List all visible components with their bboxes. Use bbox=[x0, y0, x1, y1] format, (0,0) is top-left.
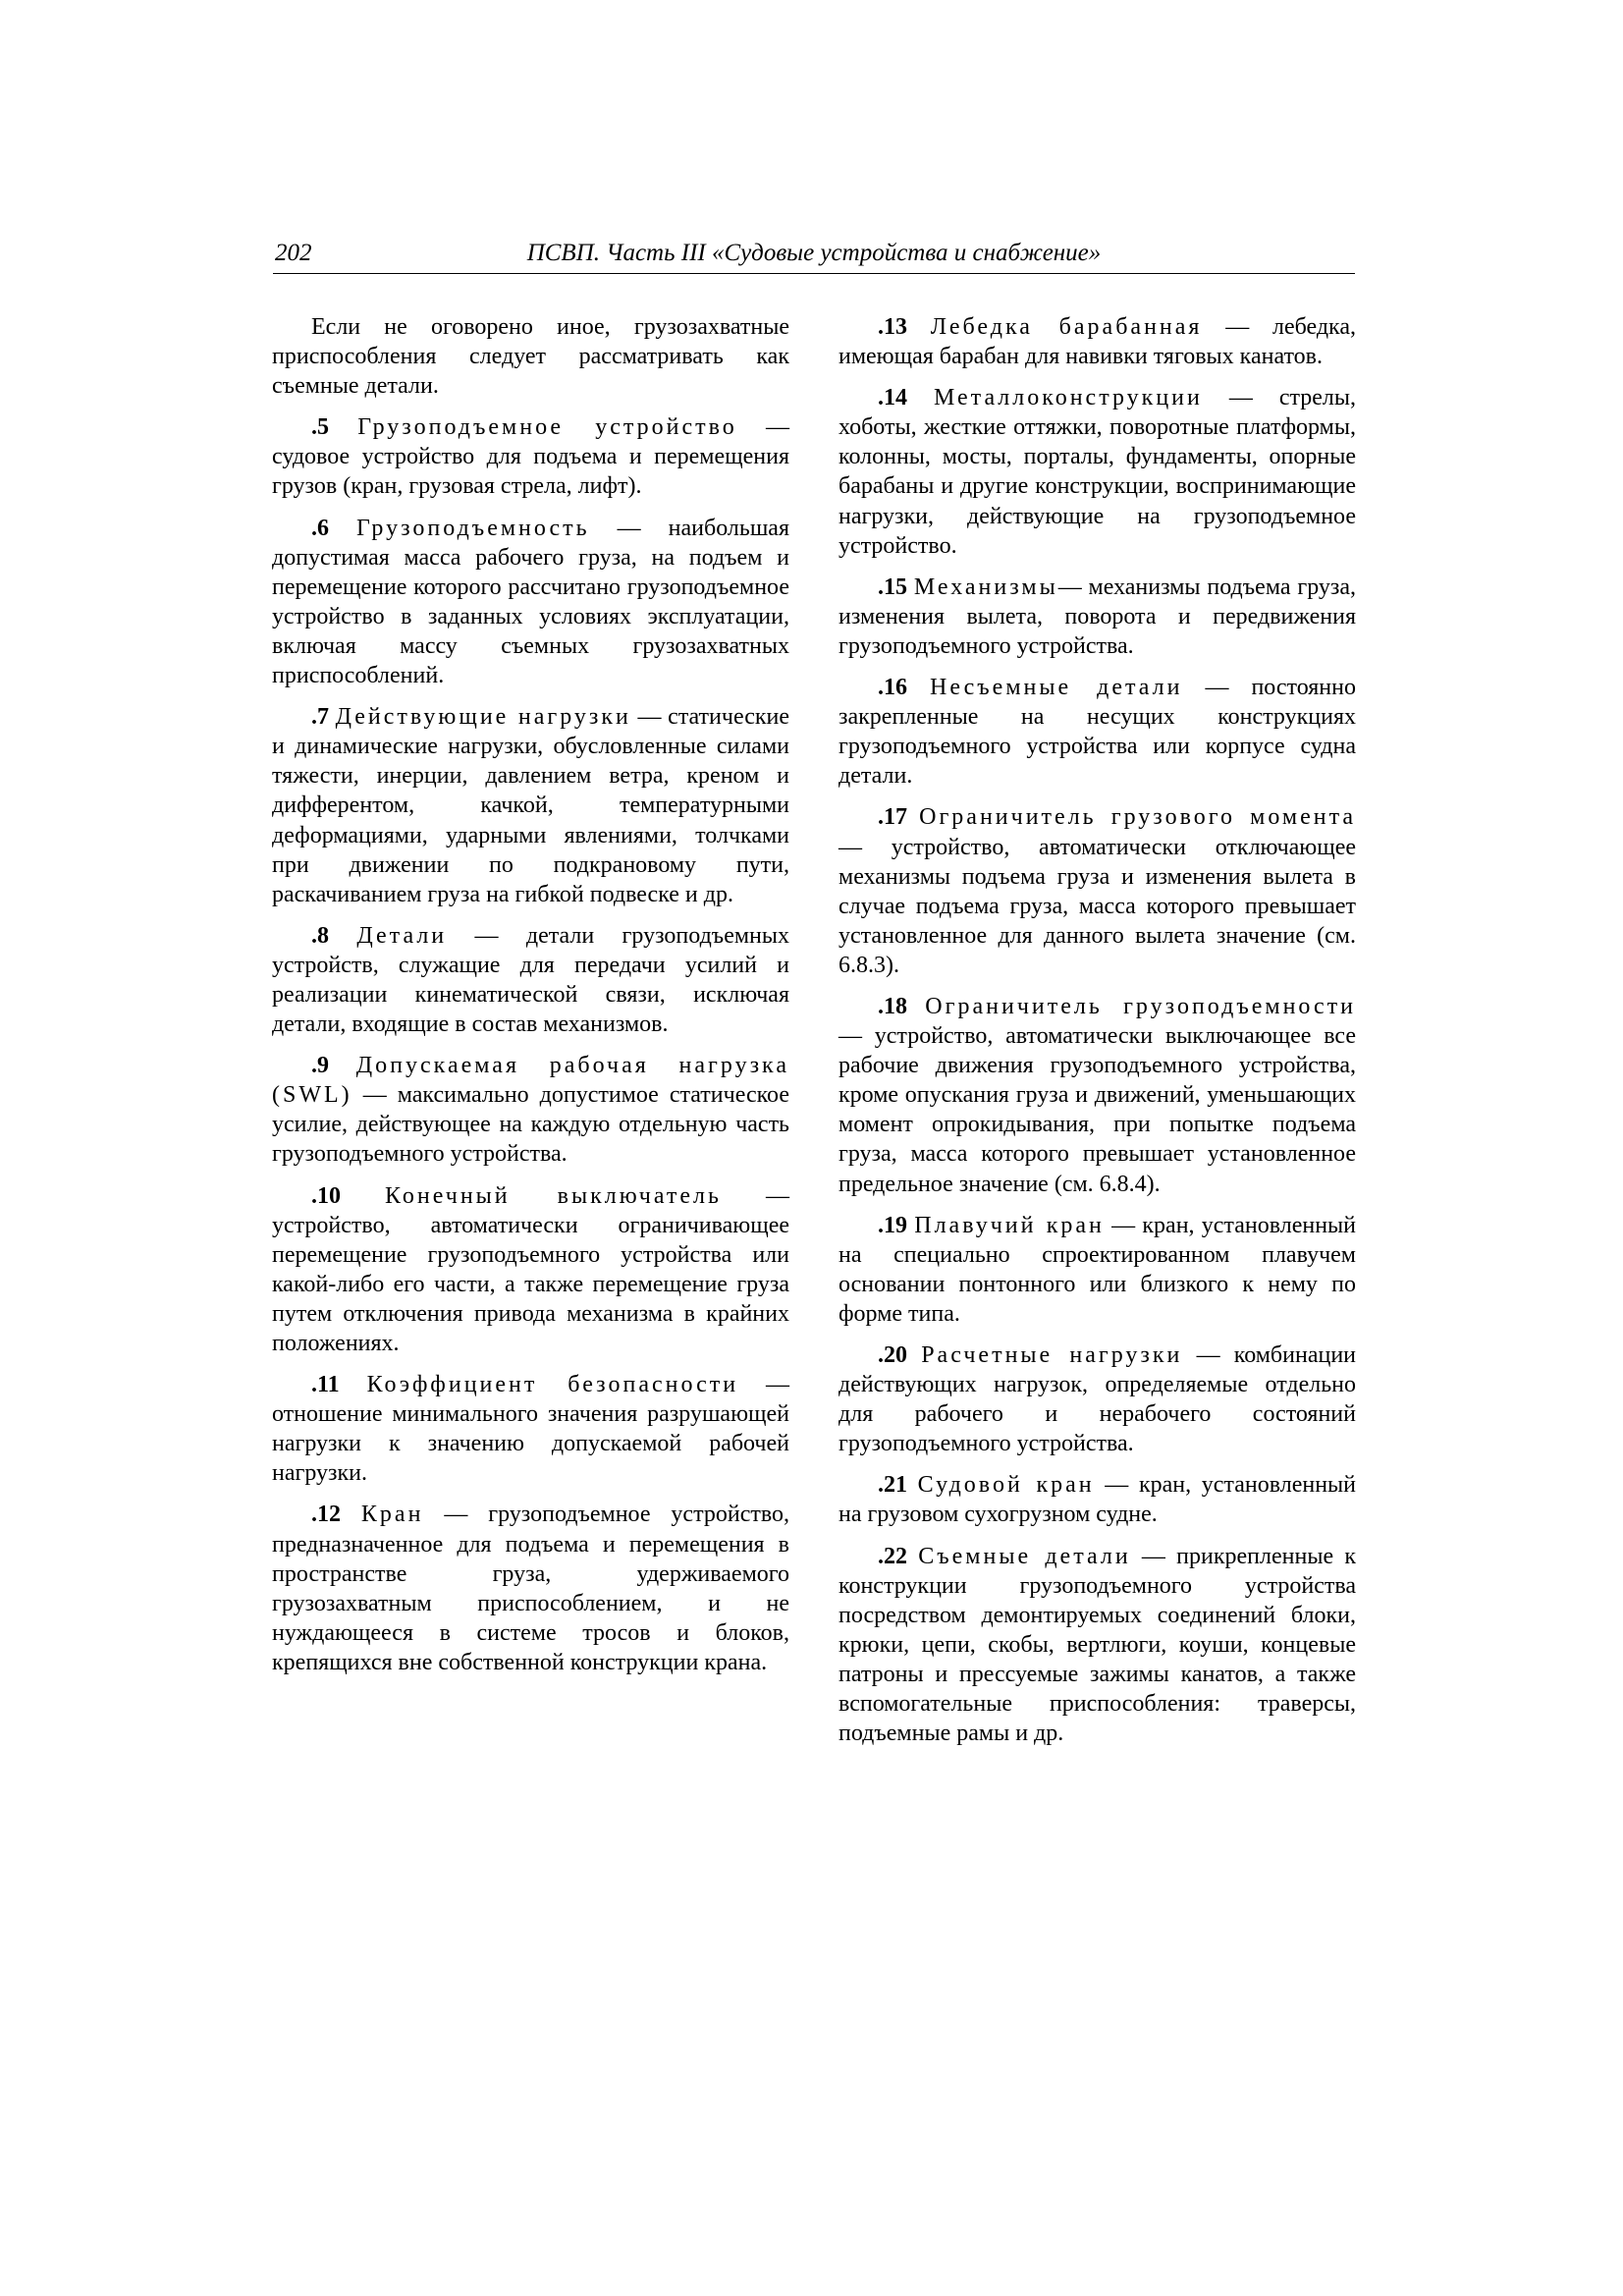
definition-13 bbox=[839, 312, 1356, 371]
definition-term: Грузоподъемность bbox=[356, 515, 590, 541]
definition-text: — детали грузоподъемных устройств, служащие для передачи усилий и реализации кинематической связи, исключая детали, входящие в состав механизмов. bbox=[272, 922, 789, 1038]
definition-text: — судовое устройство для подъема и перемещения грузов (кран, грузовая стрела, лифт). bbox=[272, 414, 790, 500]
definition-text: — устройство, автоматически ограничивающее перемещение грузоподъемного устройства или какой-либо его части, а также перемещение груза путем отключения привода механизма в крайних положениях. bbox=[272, 1182, 790, 1356]
running-title: ПСВП. Часть III «Судовые устройства и снабжение» bbox=[526, 240, 1102, 266]
definition-term: Несъемные детали bbox=[930, 675, 1183, 701]
definition-number: .6 bbox=[311, 515, 329, 541]
definition-text: — отношение минимального значения разрушающей нагрузки к значению допускаемой рабочей нагрузки. bbox=[272, 1372, 789, 1487]
definition-number: .7 bbox=[311, 704, 329, 731]
definition-term: Детали bbox=[356, 922, 448, 949]
definition-7 bbox=[272, 702, 789, 909]
definition-number: .21 bbox=[878, 1472, 907, 1499]
definition-text: — лебедка, имеющая барабан для навивки тяговых канатов. bbox=[839, 314, 1356, 370]
definition-number: .10 bbox=[311, 1182, 341, 1209]
definition-21 bbox=[839, 1470, 1356, 1529]
definition-5 bbox=[272, 412, 789, 501]
definition-10 bbox=[272, 1181, 789, 1359]
definition-term: Плавучий кран bbox=[914, 1212, 1105, 1238]
definition-term: Механизмы bbox=[913, 574, 1058, 600]
definition-17 bbox=[839, 802, 1356, 980]
definition-6 bbox=[272, 514, 789, 691]
definition-number: .18 bbox=[878, 993, 907, 1019]
definition-text: — устройство, автоматически отключающее механизмы подъема груза и изменения вылета в случае подъема груза, масса которого превышает установленное для данного вылета значение (см. 6.8.3). bbox=[839, 834, 1356, 978]
definition-term: Кран bbox=[360, 1502, 424, 1528]
definition-term: Лебедка барабанная bbox=[930, 314, 1203, 340]
definition-number: .12 bbox=[311, 1502, 341, 1528]
definition-18 bbox=[839, 992, 1356, 1199]
definition-20 bbox=[839, 1340, 1356, 1458]
definition-15 bbox=[839, 573, 1356, 661]
definition-term: Съемные детали bbox=[918, 1543, 1131, 1569]
definition-text: — прикрепленные к конструкции грузоподъемного устройства посредством демонтируемых соединений блоки, крюки, цепи, скобы, вертлюги, коуши, концевые патроны и прессуемые зажимы канатов, а также вспомогательные приспособления: траверсы, подъемные рамы и др. bbox=[839, 1543, 1356, 1747]
definition-number: .8 bbox=[311, 922, 329, 949]
definition-term: Грузоподъемное устройство bbox=[357, 414, 737, 441]
definition-term: Допускаемая рабочая нагрузка (SWL) bbox=[272, 1053, 790, 1109]
definition-22 bbox=[839, 1542, 1356, 1749]
definition-text: — максимально допустимое статическое усилие, действующее на каждую отдельную часть грузоподъемного устройства. bbox=[272, 1082, 789, 1168]
definition-number: .22 bbox=[878, 1543, 907, 1569]
definition-number: .11 bbox=[311, 1372, 340, 1398]
definition-number: .17 bbox=[878, 804, 907, 831]
definition-number: .20 bbox=[878, 1342, 907, 1368]
definition-11 bbox=[272, 1370, 789, 1488]
definition-text: — наибольшая допустимая масса рабочего груза, на подъем и перемещение которого рассчитано грузоподъемное устройство в заданных условиях эксплуатации, включая массу съемных грузозахватных приспособлений. bbox=[272, 515, 789, 689]
definition-term: Металлоконструкции bbox=[933, 385, 1203, 411]
definition-number: .15 bbox=[878, 574, 907, 600]
definition-text: — стрелы, хоботы, жесткие оттяжки, поворотные платформы, колонны, мосты, порталы, фундаменты, опорные барабаны и другие конструкции, воспринимающие нагрузки, действующие на грузоподъемное устройство. bbox=[839, 385, 1357, 559]
definition-number: .14 bbox=[878, 385, 907, 411]
definition-9 bbox=[272, 1051, 789, 1169]
definition-text: — грузоподъемное устройство, предназначенное для подъема и перемещения в пространстве груза, удерживаемого грузозахватным приспособлением, и не нуждающееся в системе тросов и блоков, крепящихся вне собственной конструкции крана. bbox=[272, 1502, 789, 1675]
definition-text: — статические и динамические нагрузки, обусловленные силами тяжести, инерции, давлением ветра, креном и дифферентом, качкой, температурными деформациями, ударными явлениями, толчками при движении по подкрановому пути, раскачиванием груза на гибкой подвеске и др. bbox=[272, 704, 789, 907]
definition-text: — постоянно закрепленные на несущих конструкциях грузоподъемного устройства или корпусе судна детали. bbox=[839, 675, 1356, 790]
definition-term: Ограничитель грузоподъемности bbox=[925, 993, 1356, 1019]
left-column bbox=[272, 312, 789, 1689]
definition-text: — комбинации действующих нагрузок, определяемые отдельно для рабочего и нерабочего состояний грузоподъемного устройства. bbox=[839, 1342, 1357, 1457]
page-number: 202 bbox=[275, 240, 312, 266]
definition-number: .19 bbox=[878, 1212, 907, 1238]
right-column bbox=[839, 312, 1356, 1760]
definition-number: .5 bbox=[311, 414, 329, 441]
definition-number: .9 bbox=[311, 1053, 329, 1079]
definition-text: — кран, установленный на грузовом сухогрузном судне. bbox=[839, 1472, 1357, 1528]
definition-term: Расчетные нагрузки bbox=[921, 1342, 1183, 1368]
definition-number: .13 bbox=[878, 314, 907, 340]
definition-number: .16 bbox=[878, 675, 907, 701]
definition-text: — устройство, автоматически выключающее все рабочие движения грузоподъемного устройства, кроме опускания груза и движений, уменьшающих момент опрокидывания, при попытке подъема груза, масса которого превышает установленное предельное значение (см. 6.8.4). bbox=[839, 1023, 1356, 1197]
definition-14 bbox=[839, 383, 1356, 561]
definition-16 bbox=[839, 673, 1356, 791]
definition-term: Коэффициент безопасности bbox=[366, 1372, 739, 1398]
definition-text: — кран, установленный на специально спроектированном плавучем основании понтонного или близкого к нему по форме типа. bbox=[839, 1212, 1357, 1327]
running-header bbox=[273, 240, 1355, 274]
definition-term: Ограничитель грузового момента bbox=[919, 804, 1356, 831]
definition-term: Судовой кран bbox=[917, 1472, 1095, 1499]
definition-text: — механизмы подъема груза, изменения вылета, поворота и передвижения грузоподъемного устройства. bbox=[839, 574, 1357, 659]
definition-term: Конечный выключатель bbox=[385, 1182, 722, 1209]
intro-paragraph: Если не оговорено иное, грузозахватные приспособления следует рассматривать как съемные детали. bbox=[272, 314, 789, 400]
definition-12 bbox=[272, 1500, 789, 1677]
definition-term: Действующие нагрузки bbox=[335, 704, 631, 731]
definition-8 bbox=[272, 921, 789, 1039]
definition-19 bbox=[839, 1211, 1356, 1329]
